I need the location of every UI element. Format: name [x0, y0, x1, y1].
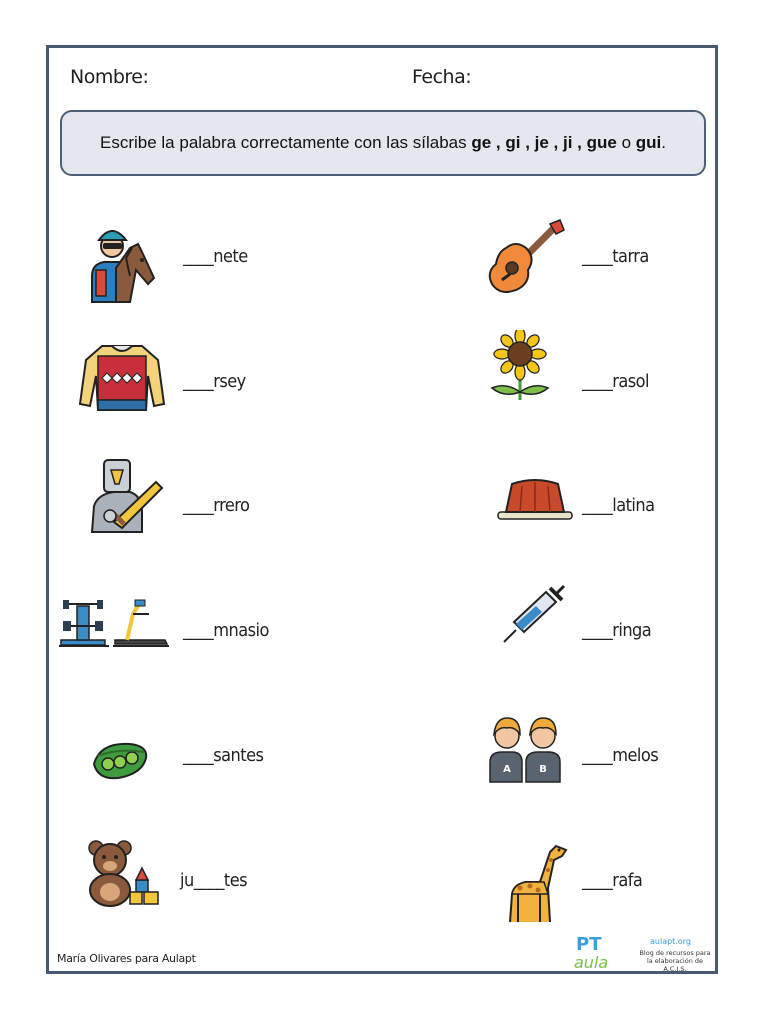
instructions-box — [60, 110, 706, 176]
word-jersey: ____rsey — [183, 371, 246, 392]
word-jirafa: ____rafa — [582, 870, 643, 891]
guitar-icon — [484, 218, 566, 298]
author-credit: María Olivares para Aulapt — [57, 952, 196, 965]
word-gemelos: ____melos — [582, 745, 659, 766]
toys-icon — [84, 838, 162, 908]
instructions-syllables: ge , gi , je , ji , gue — [471, 133, 617, 152]
instructions-connector: o — [616, 133, 636, 152]
word-guisantes: ____santes — [183, 745, 264, 766]
word-girasol: ____rasol — [582, 371, 649, 392]
jockey-icon — [86, 218, 158, 306]
svg-text:aula: aula — [574, 953, 609, 972]
jelly-icon — [496, 476, 574, 522]
word-jeringa: ____ringa — [582, 620, 652, 641]
sweater-icon — [78, 340, 166, 414]
word-juguetes: ju____tes — [180, 870, 248, 891]
instructions-last-syllable: gui — [635, 133, 662, 152]
instructions-suffix: . — [661, 133, 666, 152]
logo-url: aulapt.org — [650, 937, 691, 946]
giraffe-icon — [504, 838, 572, 924]
word-gimnasio: ____mnasio — [183, 620, 269, 641]
name-label: Nombre: — [70, 66, 149, 88]
svg-text:PT: PT — [576, 934, 602, 955]
date-label: Fecha: — [412, 66, 472, 88]
gym-icon — [57, 596, 171, 650]
sunflower-icon — [488, 330, 552, 402]
word-gelatina: ____latina — [582, 495, 655, 516]
logo-description: Blog de recursos para la elaboración de A.C.I.S. — [639, 949, 711, 973]
peas-icon — [90, 734, 150, 782]
svg-text:B: B — [539, 764, 547, 775]
word-guitarra: ____tarra — [582, 246, 649, 267]
word-giinete: ____nete — [183, 246, 248, 267]
syringe-icon — [502, 582, 568, 644]
svg-text:A: A — [503, 764, 511, 775]
instructions-prefix: Escribe la palabra correctamente con las sílabas — [100, 133, 472, 152]
word-guerrero: ____rrero — [183, 495, 250, 516]
knight-icon — [84, 456, 166, 534]
twins-icon — [488, 712, 562, 784]
